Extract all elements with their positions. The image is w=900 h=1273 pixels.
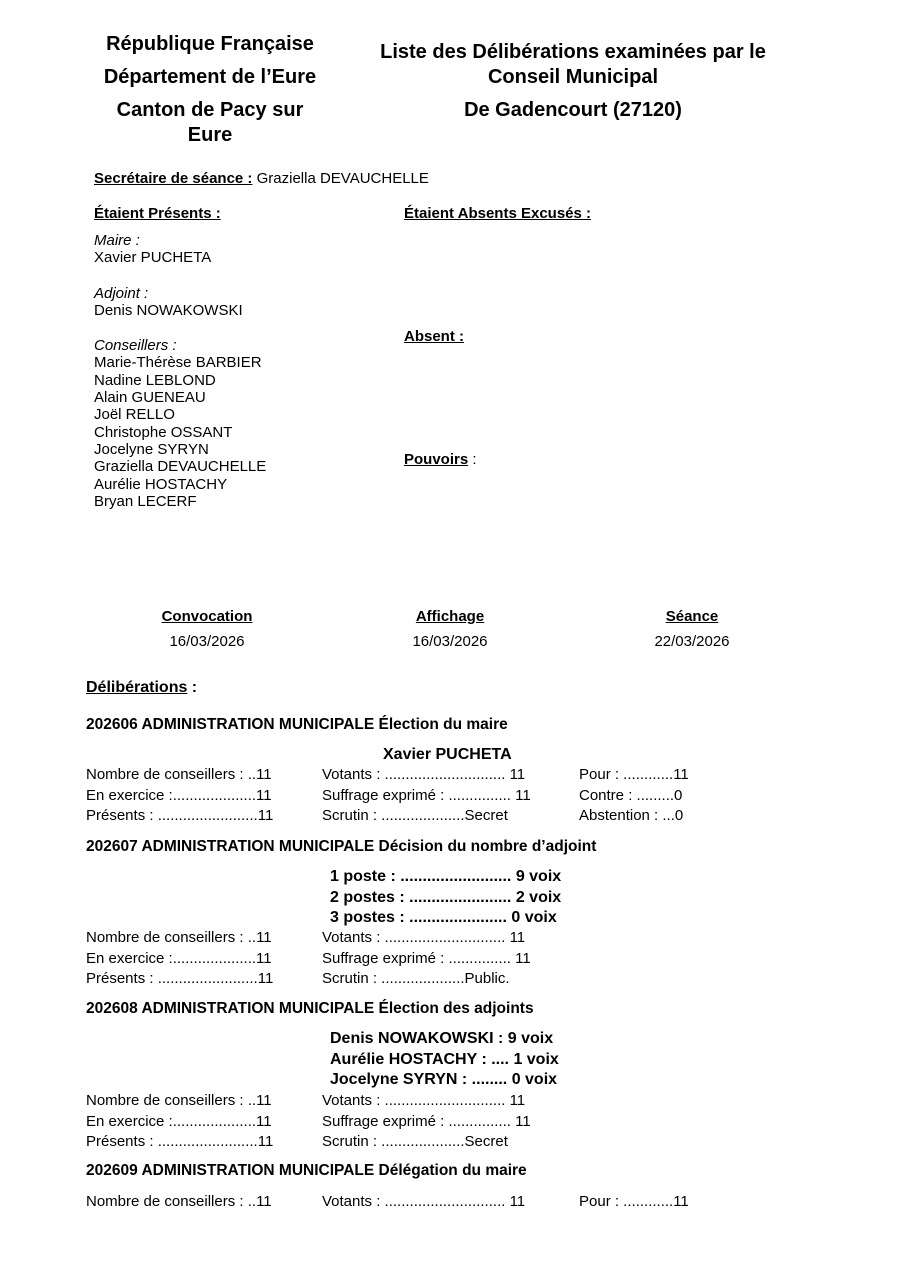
date-value: 16/03/2026	[412, 633, 488, 650]
stat-presents: Présents : ........................11	[86, 807, 274, 825]
date-convocation	[107, 608, 307, 650]
stat-exercice: En exercice :....................11	[86, 1112, 272, 1130]
date-value: 16/03/2026	[169, 633, 245, 650]
result-line: Jocelyne SYRYN : ........ 0 voix	[330, 1071, 558, 1089]
delib-202608-stats	[0, 1091, 900, 1153]
secretary-name: Graziella DEVAUCHELLE	[256, 170, 429, 187]
document-title: Liste des Délibérations examinées par le Conseil Municipal	[380, 41, 766, 88]
stat-exercice: En exercice :....................11	[86, 949, 272, 967]
conseiller-item: Jocelyne SYRYN	[94, 440, 209, 458]
stat-suffrage: Suffrage exprimé : ............... 11	[322, 1112, 531, 1130]
stat-votants: Votants : ............................. 11	[322, 766, 526, 783]
deliberations-heading	[86, 679, 197, 697]
delib-202607-stats	[0, 928, 900, 990]
maire-label: Maire :	[94, 232, 140, 249]
date-label: Convocation	[161, 608, 253, 625]
stat-nombre: Nombre de conseillers : ..11	[86, 929, 272, 946]
stat-pour: Pour : ............11	[579, 766, 689, 783]
delib-202609-title: 202609 ADMINISTRATION MUNICIPALE Délégation du maire	[86, 1162, 527, 1179]
conseillers-label: Conseillers :	[94, 337, 177, 355]
stat-votants: Votants : ............................. 11	[322, 1092, 526, 1109]
header-canton: Canton de Pacy sur Eure	[116, 99, 304, 146]
stat-contre: Contre : .........0	[579, 786, 683, 804]
stat-presents: Présents : ........................11	[86, 1133, 274, 1151]
stat-exercice: En exercice :....................11	[86, 786, 272, 804]
secretary-line	[94, 170, 429, 187]
header-republique: République Française	[106, 33, 314, 55]
conseiller-item: Christophe OSSANT	[94, 423, 233, 441]
stat-pour: Pour : ............11	[579, 1193, 689, 1210]
date-value: 22/03/2026	[654, 633, 730, 650]
delib-202607-title: 202607 ADMINISTRATION MUNICIPALE Décision du nombre d’adjoint	[86, 838, 597, 855]
deliberations-colon: :	[187, 679, 198, 696]
conseiller-item: Alain GUENEAU	[94, 389, 206, 407]
stat-votants: Votants : ............................. 11	[322, 929, 526, 946]
delib-202608-results	[330, 1029, 559, 1091]
date-seance	[592, 608, 792, 650]
date-affichage	[350, 608, 550, 650]
stat-scrutin: Scrutin : ....................Secret	[322, 807, 508, 825]
stat-nombre: Nombre de conseillers : ..11	[86, 1193, 272, 1210]
pouvoirs-colon: :	[468, 451, 477, 468]
delib-202606-result: Xavier PUCHETA	[383, 746, 512, 763]
commune-name: De Gadencourt (27120)	[464, 99, 682, 121]
stat-abstention: Abstention : ...0	[579, 807, 684, 825]
result-line: 1 poste : ......................... 9 voix	[330, 868, 562, 885]
present-heading: Étaient Présents :	[94, 205, 221, 222]
absents-excuses-heading: Étaient Absents Excusés :	[404, 205, 592, 222]
conseiller-item: Bryan LECERF	[94, 492, 197, 510]
delib-202606-title: 202606 ADMINISTRATION MUNICIPALE Élection du maire	[86, 716, 508, 733]
result-line: Denis NOWAKOWSKI : 9 voix	[330, 1030, 554, 1047]
conseiller-item: Marie-Thérèse BARBIER	[94, 354, 262, 372]
pouvoirs-heading: Pouvoirs	[404, 451, 469, 468]
maire-name: Xavier PUCHETA	[94, 249, 212, 267]
absent-heading: Absent :	[404, 328, 464, 345]
delib-202606-stats	[0, 765, 900, 827]
stat-votants: Votants : ............................. 11	[322, 1193, 526, 1210]
delib-202608-title: 202608 ADMINISTRATION MUNICIPALE Élection des adjoints	[86, 1000, 534, 1017]
delib-202607-results	[330, 867, 561, 929]
pouvoirs-line	[404, 451, 477, 468]
stat-nombre: Nombre de conseillers : ..11	[86, 766, 272, 783]
present-list	[94, 232, 266, 510]
conseiller-item: Aurélie HOSTACHY	[94, 475, 228, 493]
stat-suffrage: Suffrage exprimé : ............... 11	[322, 786, 531, 804]
header-right	[360, 40, 786, 123]
adjoint-label: Adjoint :	[94, 284, 149, 302]
result-line: 3 postes : ...................... 0 voix	[330, 909, 557, 927]
conseiller-item: Nadine LEBLOND	[94, 371, 216, 389]
secretary-label: Secrétaire de séance :	[94, 170, 253, 187]
result-line: 2 postes : ....................... 2 voix	[330, 888, 562, 906]
stat-suffrage: Suffrage exprimé : ............... 11	[322, 949, 531, 967]
date-label: Séance	[665, 608, 719, 625]
header-left	[62, 32, 358, 156]
adjoint-name: Denis NOWAKOWSKI	[94, 301, 243, 319]
conseiller-item: Graziella DEVAUCHELLE	[94, 458, 267, 476]
result-line: Aurélie HOSTACHY : .... 1 voix	[330, 1050, 559, 1068]
conseiller-item: Joël RELLO	[94, 406, 175, 424]
header-departement: Département de l’Eure	[103, 66, 317, 88]
stat-presents: Présents : ........................11	[86, 970, 274, 988]
stat-scrutin: Scrutin : ....................Secret	[322, 1133, 508, 1151]
date-label: Affichage	[415, 608, 485, 625]
deliberations-label: Délibérations	[86, 679, 188, 696]
stat-nombre: Nombre de conseillers : ..11	[86, 1092, 272, 1109]
delib-202609-stats	[0, 1192, 900, 1213]
stat-scrutin: Scrutin : ....................Public.	[322, 970, 510, 988]
